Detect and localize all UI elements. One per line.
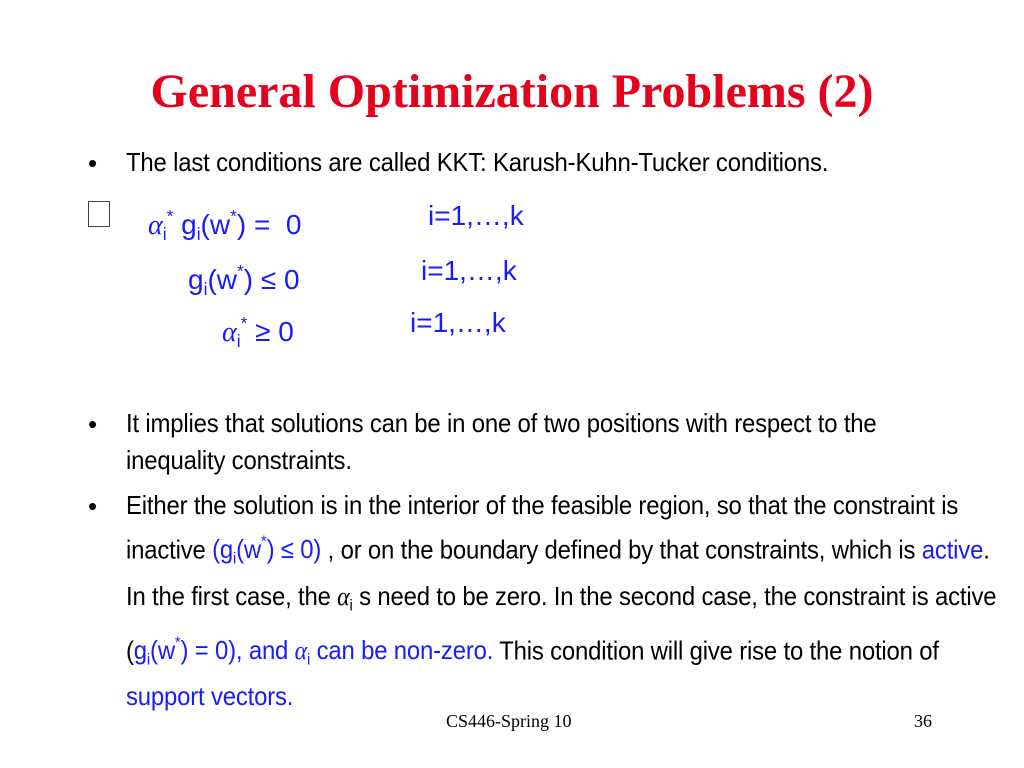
bullet-marker: • — [88, 491, 98, 521]
kkt-condition-primal: $g_i(w^*) \le 0$ — [188, 261, 300, 300]
bullet-text-kkt: The last conditions are called KKT: Karush-Kuhn-Tucker conditions. — [126, 147, 829, 177]
kkt-condition-complementary: $\alpha_i^*$ $g_i(w^*) = 0$ — [148, 206, 302, 245]
missing-glyph-box-icon — [88, 201, 110, 227]
bullet-marker: • — [88, 148, 98, 178]
slide-title: General Optimization Problems (2) — [150, 65, 874, 118]
bullet-text-interior-boundary: Either the solution is in the interior of the feasible region, so that the constraint is inactive $(g_i(w^*) \le 0)$ , or on the boundary defined by that constraints, which is active. In the first case, the $\alpha_i$ s need to be zero. In the second case, the constraint is active $(g_i(w^*) = 0)$, and $\alpha_i$ can be non-zero. This condition will give rise to the notion of support vectors. — [126, 490, 997, 712]
kkt-condition-dual: $\alpha_i^* \ge 0$ — [222, 313, 294, 352]
kkt-range-2: i=1,…,k — [421, 255, 517, 286]
footer-course: CS446-Spring 10 — [446, 711, 572, 731]
kkt-range-1: i=1,…,k — [428, 200, 524, 231]
bullet-text-positions: It implies that solutions can be in one of two positions with respect to the inequality constraints. — [126, 408, 877, 475]
footer-page-number: 36 — [914, 711, 932, 731]
bullet-marker: • — [88, 409, 98, 439]
kkt-range-3: i=1,…,k — [410, 307, 506, 338]
